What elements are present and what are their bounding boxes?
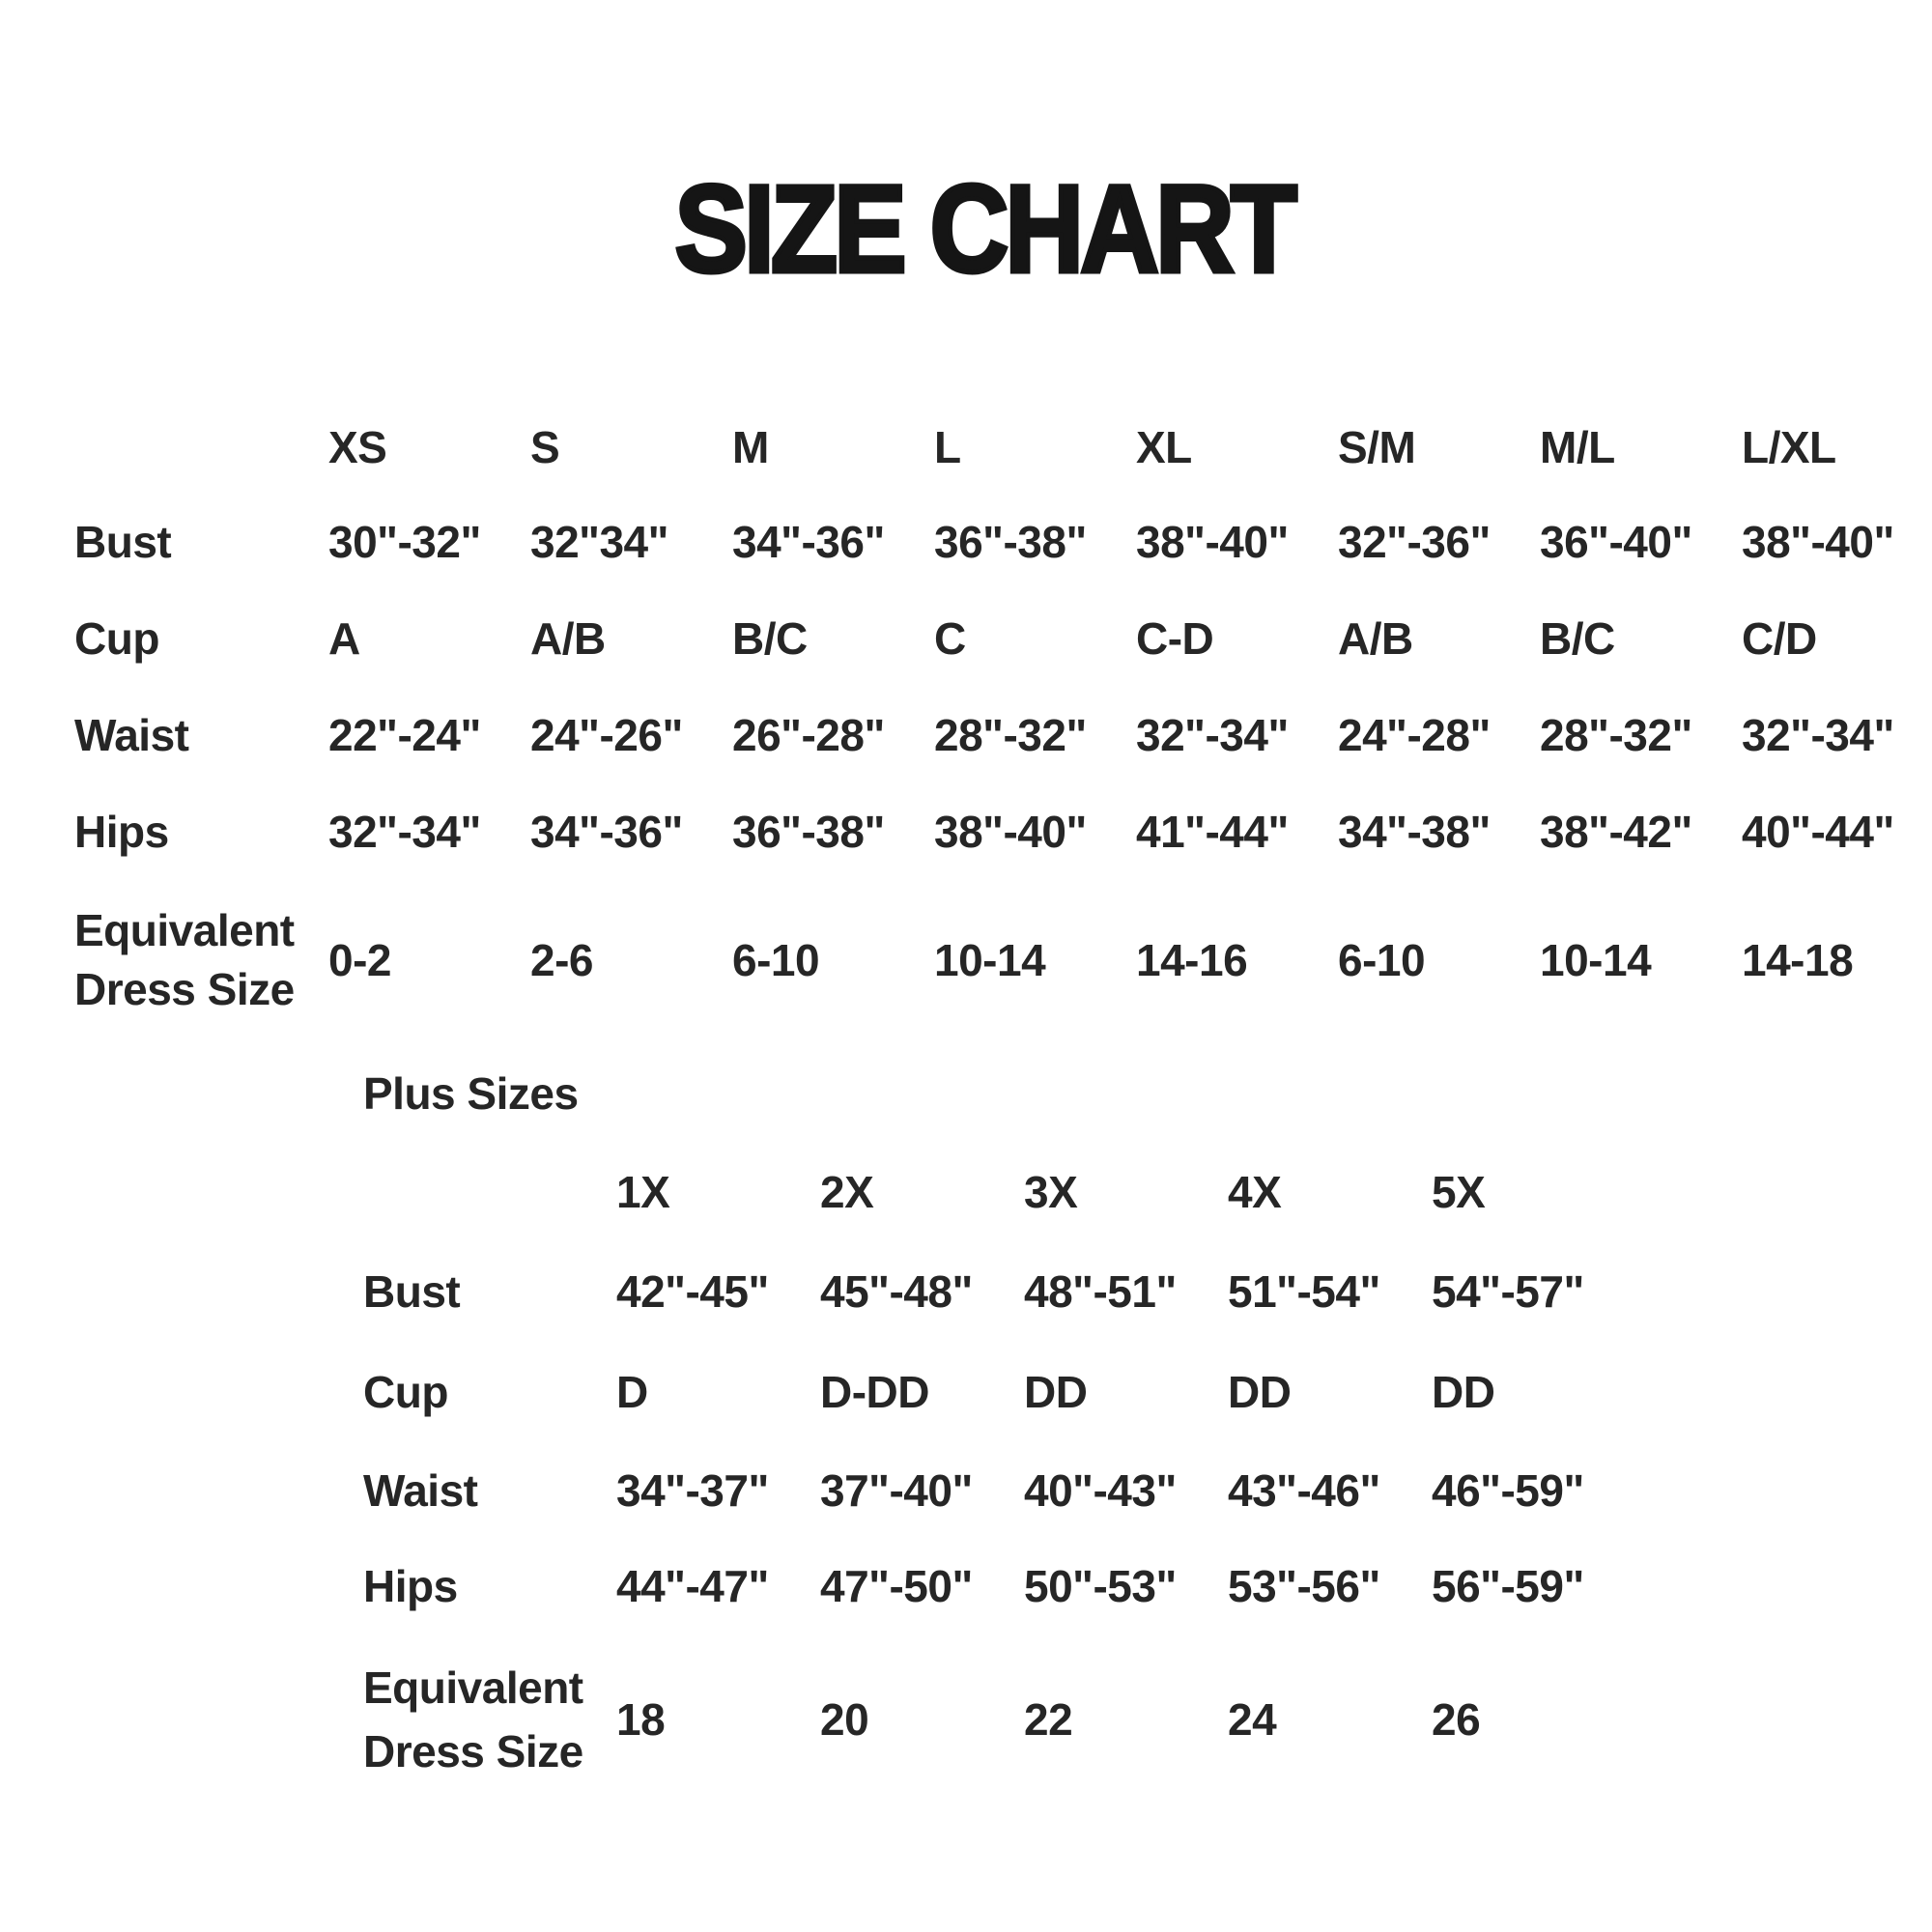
row-label: Hips bbox=[74, 807, 169, 857]
table-cell: 34"-37" bbox=[616, 1465, 769, 1516]
column-header-l: L bbox=[934, 422, 961, 472]
table-cell: 54"-57" bbox=[1432, 1266, 1584, 1317]
table-cell: 50"-53" bbox=[1024, 1561, 1177, 1611]
table-cell: 36"-38" bbox=[732, 807, 885, 857]
table-cell: 10-14 bbox=[1540, 935, 1652, 985]
table-cell: DD bbox=[1432, 1367, 1495, 1417]
table-cell: 37"-40" bbox=[820, 1465, 973, 1516]
table-cell: 28"-32" bbox=[1540, 710, 1692, 760]
table-cell: 22 bbox=[1024, 1694, 1073, 1745]
table-cell: 24"-28" bbox=[1338, 710, 1491, 760]
table-cell: 6-10 bbox=[1338, 935, 1426, 985]
row-label bbox=[74, 901, 328, 1019]
column-header-2x: 2X bbox=[820, 1167, 874, 1217]
table-cell: DD bbox=[1228, 1367, 1292, 1417]
plus-dress-size-row bbox=[363, 1656, 1635, 1783]
row-label-line2: Dress Size bbox=[363, 1726, 583, 1776]
table-cell: C-D bbox=[1136, 613, 1214, 664]
standard-hips-row bbox=[74, 803, 1932, 861]
table-cell: D bbox=[616, 1367, 648, 1417]
table-cell: 40"-44" bbox=[1742, 807, 1894, 857]
table-cell: 32"-34" bbox=[1136, 710, 1289, 760]
table-cell: 51"-54" bbox=[1228, 1266, 1380, 1317]
column-header-5x: 5X bbox=[1432, 1167, 1486, 1217]
table-cell: B/C bbox=[1540, 613, 1615, 664]
column-header-sm: S/M bbox=[1338, 422, 1416, 472]
column-header-xs: XS bbox=[328, 422, 387, 472]
table-cell: 32"-34" bbox=[1742, 710, 1894, 760]
table-cell: A bbox=[328, 613, 360, 664]
table-cell: 30"-32" bbox=[328, 517, 481, 567]
table-cell: 34"-36" bbox=[732, 517, 885, 567]
table-cell: 14-16 bbox=[1136, 935, 1248, 985]
table-cell: 38"-42" bbox=[1540, 807, 1692, 857]
table-cell: D-DD bbox=[820, 1367, 929, 1417]
table-cell: 34"-38" bbox=[1338, 807, 1491, 857]
table-cell: 32"-36" bbox=[1338, 517, 1491, 567]
table-cell: 42"-45" bbox=[616, 1266, 769, 1317]
table-cell: 14-18 bbox=[1742, 935, 1854, 985]
column-header-3x: 3X bbox=[1024, 1167, 1078, 1217]
plus-table-header-row bbox=[363, 1163, 1635, 1221]
column-header-1x: 1X bbox=[616, 1167, 670, 1217]
table-cell: 34"-36" bbox=[530, 807, 683, 857]
table-cell: 38"-40" bbox=[934, 807, 1087, 857]
table-cell: 56"-59" bbox=[1432, 1561, 1584, 1611]
table-cell: 26"-28" bbox=[732, 710, 885, 760]
table-cell: 45"-48" bbox=[820, 1266, 973, 1317]
table-cell: 53"-56" bbox=[1228, 1561, 1380, 1611]
plus-hips-row bbox=[363, 1557, 1635, 1615]
row-label-line1: Equivalent bbox=[363, 1662, 583, 1713]
table-cell: 0-2 bbox=[328, 935, 391, 985]
table-cell: 40"-43" bbox=[1024, 1465, 1177, 1516]
standard-waist-row bbox=[74, 706, 1932, 764]
row-label: Cup bbox=[363, 1367, 448, 1417]
table-cell: C/D bbox=[1742, 613, 1817, 664]
table-cell: 38"-40" bbox=[1742, 517, 1894, 567]
corner-spacer bbox=[363, 1163, 616, 1221]
table-cell: 26 bbox=[1432, 1694, 1481, 1745]
row-label: Waist bbox=[74, 710, 189, 760]
row-label: Waist bbox=[363, 1465, 478, 1516]
table-cell: 22"-24" bbox=[328, 710, 481, 760]
corner-spacer bbox=[74, 418, 328, 476]
table-cell: 41"-44" bbox=[1136, 807, 1289, 857]
table-cell: 20 bbox=[820, 1694, 869, 1745]
table-cell: B/C bbox=[732, 613, 808, 664]
table-cell: 46"-59" bbox=[1432, 1465, 1584, 1516]
table-cell: 32"-34" bbox=[328, 807, 481, 857]
row-label: Bust bbox=[363, 1266, 461, 1317]
table-cell: 43"-46" bbox=[1228, 1465, 1380, 1516]
table-cell: C bbox=[934, 613, 966, 664]
plus-bust-row bbox=[363, 1263, 1635, 1321]
standard-table-header-row bbox=[74, 418, 1932, 476]
table-cell: 24"-26" bbox=[530, 710, 683, 760]
table-cell: 18 bbox=[616, 1694, 666, 1745]
column-header-ml: M/L bbox=[1540, 422, 1615, 472]
table-cell: A/B bbox=[1338, 613, 1413, 664]
table-cell: A/B bbox=[530, 613, 606, 664]
row-label: Bust bbox=[74, 517, 172, 567]
column-header-xl: XL bbox=[1136, 422, 1192, 472]
table-cell: 38"-40" bbox=[1136, 517, 1289, 567]
plus-sizes-heading: Plus Sizes bbox=[363, 1068, 579, 1119]
plus-waist-row bbox=[363, 1462, 1635, 1520]
row-label bbox=[363, 1656, 616, 1783]
table-cell: 48"-51" bbox=[1024, 1266, 1177, 1317]
column-header-s: S bbox=[530, 422, 560, 472]
table-cell: 2-6 bbox=[530, 935, 593, 985]
row-label: Cup bbox=[74, 613, 159, 664]
standard-dress-size-row bbox=[74, 901, 1932, 1019]
table-cell: 10-14 bbox=[934, 935, 1046, 985]
table-cell: 44"-47" bbox=[616, 1561, 769, 1611]
column-header-m: M bbox=[732, 422, 769, 472]
table-cell: 6-10 bbox=[732, 935, 820, 985]
row-label-line2: Dress Size bbox=[74, 964, 295, 1014]
table-cell: 36"-38" bbox=[934, 517, 1087, 567]
table-cell: 47"-50" bbox=[820, 1561, 973, 1611]
plus-cup-row bbox=[363, 1363, 1635, 1421]
column-header-lxl: L/XL bbox=[1742, 422, 1836, 472]
table-cell: 24 bbox=[1228, 1694, 1277, 1745]
row-label-line1: Equivalent bbox=[74, 905, 295, 955]
table-cell: 36"-40" bbox=[1540, 517, 1692, 567]
page-title: SIZE CHART bbox=[674, 160, 1294, 298]
row-label: Hips bbox=[363, 1561, 458, 1611]
table-cell: 28"-32" bbox=[934, 710, 1087, 760]
standard-cup-row bbox=[74, 610, 1932, 668]
table-cell: DD bbox=[1024, 1367, 1088, 1417]
table-cell: 32"34" bbox=[530, 517, 668, 567]
column-header-4x: 4X bbox=[1228, 1167, 1282, 1217]
standard-bust-row bbox=[74, 513, 1932, 571]
